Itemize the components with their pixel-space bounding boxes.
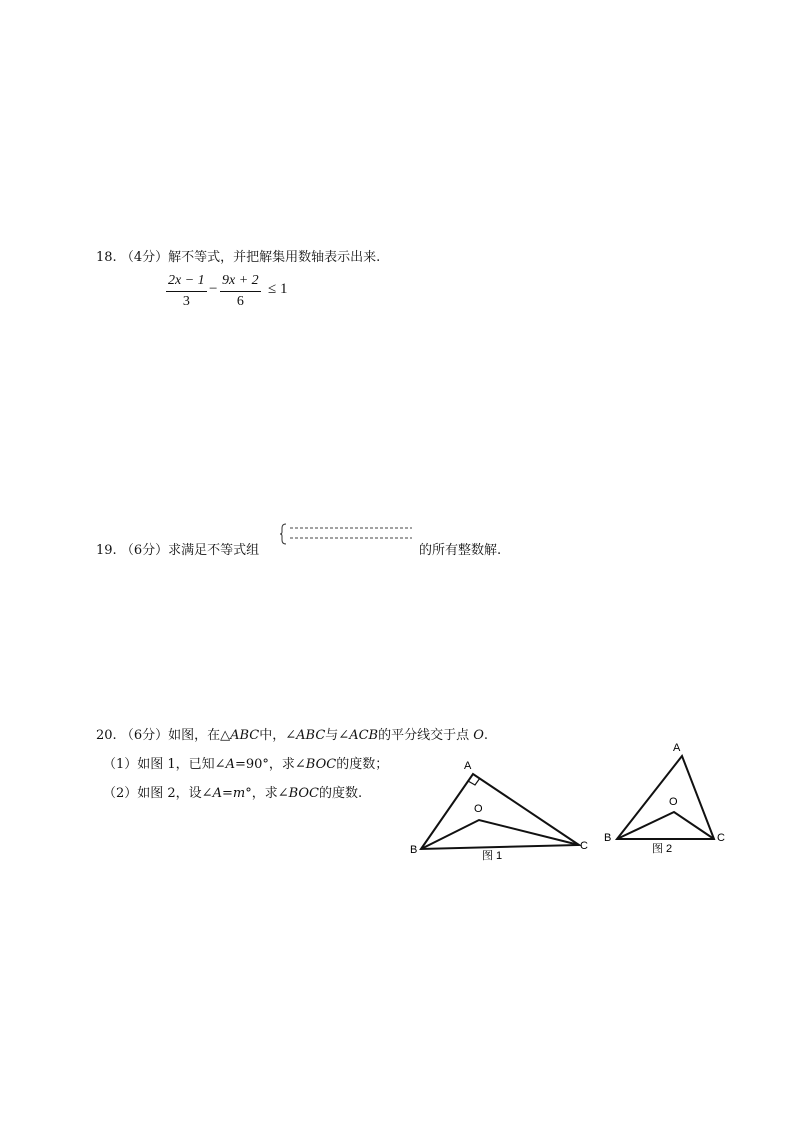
subquestion-text: = [221,786,233,801]
triangle-abc [617,756,714,839]
fraction-9x-plus-2-over-6 [220,271,261,312]
inequality-rhs: ≤ 1 [268,281,288,297]
label-A: A [673,742,681,754]
figure-1 [405,752,595,867]
label-O: O [669,796,678,808]
label-C: C [717,832,725,844]
angle-name: BOC [305,757,337,772]
angle-name: BOC [288,786,320,801]
subquestion-text: =90°，求∠ [234,757,306,772]
label-B: B [410,844,418,856]
question-19-number: 19. [96,543,117,558]
fraction-2x-minus-1-over-3 [166,271,207,312]
question-20-text: . [483,728,489,743]
question-18-stem [96,246,380,265]
label-A: A [464,760,472,772]
triangle-name: ABC [230,728,260,743]
question-20-text: 与∠ [325,728,350,743]
angle-bisectors [617,812,714,839]
figure-2-caption: 图 2 [652,843,673,855]
label-C: C [580,840,588,852]
subquestion-text: 的度数. [319,786,363,801]
figure-2 [600,738,730,858]
fraction-denominator: 6 [236,294,244,309]
label-O: O [474,803,483,815]
question-20-stem [96,724,488,743]
subquestion-text: （1）如图 1，已知∠ [103,757,226,772]
figure-1-caption: 图 1 [482,850,503,862]
question-20-number: 20. [96,728,117,743]
question-19-stem [96,539,259,558]
angle-name: ABC [296,728,326,743]
question-18-text: （4分）解不等式，并把解集用数轴表示出来. [120,250,381,265]
fraction-denominator: 3 [182,294,190,309]
label-B: B [604,832,612,844]
question-19-text-after: 的所有整数解. [419,543,502,558]
question-20-text: 的平分线交于点 [378,728,474,743]
subquestion-text: （2）如图 2，设∠ [103,786,213,801]
subquestion-text: 的度数； [336,757,389,772]
angle-name: A [212,786,222,801]
variable-name: m [232,786,246,801]
point-name: O [473,728,484,743]
question-19-text-before: （6分）求满足不等式组 [120,543,260,558]
angle-name: A [225,757,235,772]
inequality-system-image [280,522,418,546]
question-20-text: 中，∠ [259,728,297,743]
minus-sign: − [209,281,218,297]
fraction-numerator: 2x − 1 [166,271,207,292]
question-20-subquestion-2 [103,782,362,801]
subquestion-text: °，求∠ [245,786,289,801]
question-20-text: （6分）如图，在△ [120,728,231,743]
question-18-number: 18. [96,250,117,265]
question-20-subquestion-1 [103,753,388,772]
angle-name: ACB [349,728,379,743]
fraction-numerator: 9x + 2 [220,271,261,292]
